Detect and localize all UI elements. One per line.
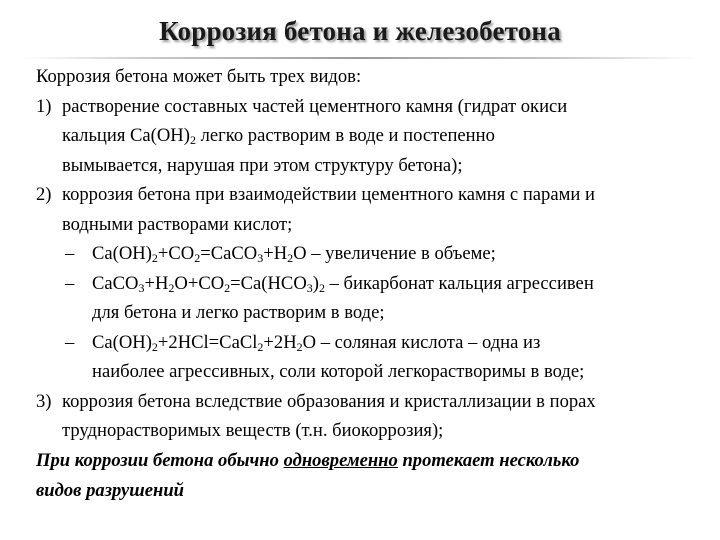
item-2-number: 2) [36,184,52,205]
reaction-2-dash: – [65,273,75,294]
slide-title: Коррозия бетона и железобетона [159,16,561,46]
item-1-line-3: вымывается, нарушая при этом структуру бетона); [62,155,463,176]
conclusion-emphasis: одновременно [283,450,398,471]
conclusion-line-1: При коррозии бетона обычно одновременно протекает несколько [36,450,580,471]
intro-line: Коррозия бетона может быть трех видов: [36,66,362,87]
conclusion-line-2: видов разрушений [36,480,185,501]
item-2-line-1: коррозия бетона при взаимодействии цементного камня с парами и [62,184,595,205]
reaction-3-continuation: наиболее агрессивных, соли которой легкорастворимы в воде; [92,361,585,382]
reaction-2: $CaCO_3+H_2O+CO_2=Ca(HCO_3)_2$ – бикарбонат кальция агрессивен [92,273,594,295]
reaction-2-continuation: для бетона и легко растворим в воде; [92,302,385,323]
title-divider [22,57,698,59]
reaction-1-dash: – [65,243,75,264]
item-3-line-1: коррозия бетона вследствие образования и кристаллизации в порах [62,391,596,412]
reaction-3-dash: – [65,332,75,353]
item-3-line-2: труднорастворимых веществ (т.н. биокоррозия); [62,420,444,441]
item-3-number: 3) [36,391,52,412]
reaction-3: $Ca(OH)_2+2HCl=CaCl_2+2H_2O$ – соляная кислота – одна из [92,332,541,354]
item-2-line-2: водными растворами кислот; [62,214,293,235]
item-1-line-1: растворение составных частей цементного камня (гидрат окиси [62,96,568,117]
item-1-number: 1) [36,96,52,117]
reaction-1: $Ca(OH)_2+CO_2=CaCO_3+H_2O$ – увеличение в объеме; [92,243,496,265]
item-1-line-2: кальция $Ca(OH)_2$ легко растворим в воде и постепенно [62,125,495,147]
